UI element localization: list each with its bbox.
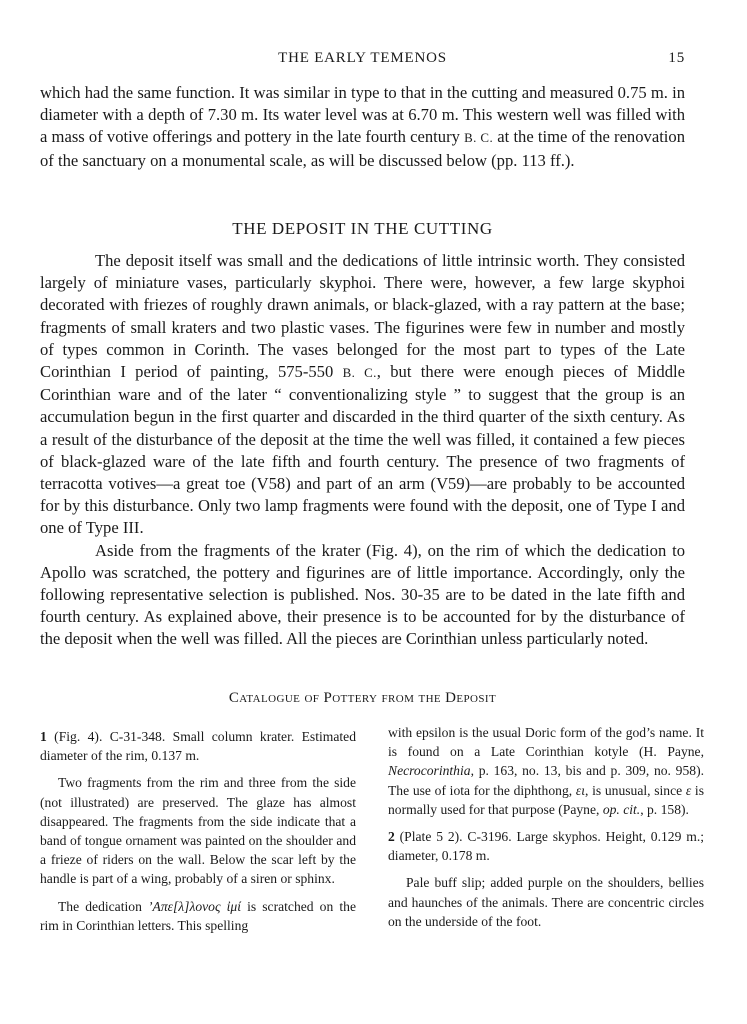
deposit-p1-part1: The deposit itself was small and the dedications of little intrinsic worth. They consisted largely of miniature vases, particularly skyphoi. There were, however, a few large skyphoi decorated with friezes of roughly drawn animals, or black-glazed, with a ray pattern at the base; fragments of small kraters and two plastic vases. The figurines were few in number and mostly of types common in Corinth. The vases belonged for the most part to types of the Late Corinthian I period of painting, 575-550 (40, 251, 685, 382)
deposit-p1-bc: B. C. (342, 365, 377, 381)
deposit-paragraph-1 (40, 250, 685, 540)
section-title: THE DEPOSIT IN THE CUTTING (232, 219, 493, 238)
intro-text (40, 82, 685, 172)
catalogue-item-2-description: Pale buff slip; added purple on the shoulders, bellies and haunches of the animals. There are concentric circles on the underside of the foot. (388, 875, 704, 929)
item-number: 1 (40, 729, 47, 744)
catalogue-right-column (388, 723, 704, 939)
cont-greek-epsilon: ε (685, 782, 692, 798)
cont-text-a: with epsilon is the usual Doric form of the god’s name. It is found on a Late Corinthian kotyle (H. Payne, (388, 725, 704, 760)
intro-text-part2: at the time of the renovation of the sanctuary on a monumental scale, as will be discussed below (pp. 113 ff.). (40, 127, 686, 170)
intro-paragraph (40, 82, 685, 172)
cont-text-c: , is unusual, since (584, 782, 686, 798)
item-2-heading: (Plate 5 2). C-3196. Large skyphos. Height, 0.129 m.; diameter, 0.178 m. (388, 829, 704, 864)
catalogue-item-1-description: Two fragments from the rim and three from the side (not illustrated) are preserved. The glaze has almost disappeared. The fragments from the side indicate that a band of tongue ornament was painted on the shoulder and a frieze of riders on the wall. Below the scar left by the handle is part of a wing, probably of a siren or sphinx. (40, 775, 356, 887)
catalogue-item-2-header (388, 827, 704, 865)
deposit-paragraph-2: Aside from the fragments of the krater (Fig. 4), on the rim of which the dedication to Apollo was scratched, the pottery and figurines are of little importance. Accordingly, only the following representative selection is published. Nos. 30-35 are to be dated in the late fifth and fourth century. As explained above, their presence is to be accounted for by the disturbance of the deposit when the well was filled. All the pieces are Corinthian unless particularly noted. (40, 540, 685, 649)
dedication-text-b: is scratched on the rim in Corinthian letters. This spelling (40, 898, 356, 933)
cont-op-cit: op. cit. (602, 801, 641, 817)
catalogue-title-text: Catalogue of Pottery from the Deposit (228, 690, 497, 706)
catalogue-item-1-dedication (40, 897, 356, 935)
deposit-section-body (40, 250, 685, 651)
cont-text-e: , p. 158). (640, 801, 689, 817)
deposit-p1-part2: , but there were enough pieces of Middle Corinthian ware and of the later “ conventionalizing style ” to suggest that the group is an accumulation begun in the first quarter and discarded in the third quarter of the sixth century. As a result of the disturbance of the deposit at the time the well was filled, it contained a few pieces of black-glazed ware of the late fifth and fourth century. The presence of two fragments of terracotta votives—a great toe (V58) and part of an arm (V59)—are probably to be accounted for by this disturbance. Only two lamp fragments were found with the deposit, one of Type I and one of Type III. (40, 362, 685, 538)
intro-bc: B. C. (464, 130, 494, 146)
catalogue-left-column (40, 727, 356, 943)
item-number: 2 (388, 829, 395, 845)
cont-text-b: , p. 163, no. 13, bis and p. 309, no. 958). The use of iota for the diphthong, (388, 763, 704, 798)
catalogue-item-1-continuation (388, 723, 704, 819)
dedication-text-a: The dedication (58, 898, 148, 914)
catalogue-title (40, 690, 685, 707)
page-number: 15 (668, 50, 685, 66)
running-title: THE EARLY TEMENOS (278, 50, 447, 66)
greek-inscription: ’Απε[λ]λονος ἰμί (147, 898, 241, 914)
cont-book-title: Necrocorinthia (388, 763, 471, 779)
intro-text-part1: which had the same function. It was similar in type to that in the cutting and measured 0.75 m. in diameter with a depth of 7.30 m. Its water level was at 6.70 m. This western well was filled with a mass of votive offerings and pottery in the late fourth century (40, 83, 685, 147)
cont-greek-ei: ει (575, 782, 585, 798)
item-1-heading: (Fig. 4). C-31-348. Small column krater. Estimated diameter of the rim, 0.137 m. (40, 729, 356, 764)
cont-text-d: is normally used for that purpose (Payne, (388, 782, 704, 817)
catalogue-item-1-header (40, 727, 356, 765)
